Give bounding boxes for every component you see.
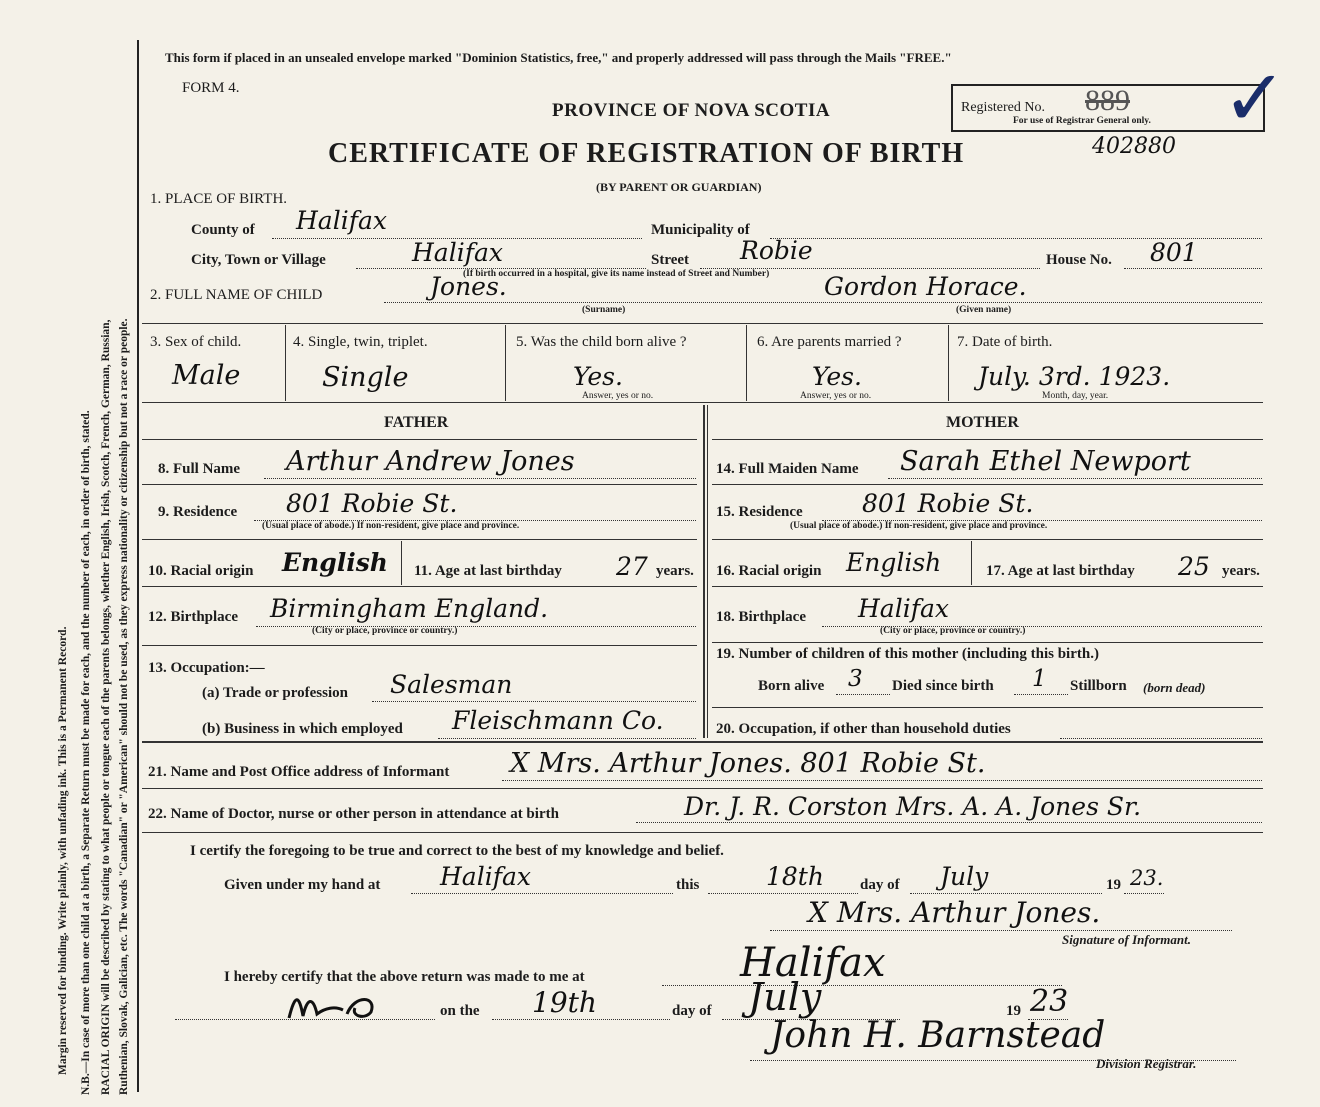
informant-value: X Mrs. Arthur Jones. 801 Robie St. <box>510 748 986 779</box>
dob-caption: Month, day, year. <box>1042 391 1109 401</box>
mother-residence-caption: (Usual place of abode.) If non-resident, give place and province. <box>790 521 1048 531</box>
stillborn-label: Stillborn <box>1070 678 1127 694</box>
street-value: Robie <box>740 236 813 265</box>
child-surname-value: Jones. <box>430 272 507 301</box>
dob-label: 7. Date of birth. <box>957 334 1053 350</box>
mother-birthplace-label: 18. Birthplace <box>716 609 806 625</box>
sex-label: 3. Sex of child. <box>150 334 242 350</box>
registrar-signature: John H. Barnstead <box>770 1015 1106 1056</box>
binding-border <box>137 40 139 1092</box>
certificate-title: CERTIFICATE OF REGISTRATION OF BIRTH <box>328 138 965 169</box>
born-alive-count-value: 3 <box>848 666 863 692</box>
hospital-note: (If birth occurred in a hospital, give its name instead of Street and Number) <box>463 269 770 279</box>
child-name-label: 2. FULL NAME OF CHILD <box>150 287 323 303</box>
certificate-subtitle: (BY PARENT OR GUARDIAN) <box>596 180 762 194</box>
city-label: City, Town or Village <box>191 252 326 268</box>
street-label: Street <box>651 252 690 268</box>
county-label: County of <box>191 222 255 238</box>
father-name-value: Arthur Andrew Jones <box>286 446 575 477</box>
mother-name-value: Sarah Ethel Newport <box>900 446 1191 477</box>
father-name-label: 8. Full Name <box>158 461 241 477</box>
house-number-value: 801 <box>1150 238 1198 267</box>
given-day-of-label: day of <box>860 877 900 893</box>
postal-notice: This form if placed in an unsealed envelope marked "Dominion Statistics, free," and properly addressed will pass through the Mails "FREE." <box>165 50 952 65</box>
married-caption: Answer, yes or no. <box>800 391 872 401</box>
born-alive-label: 5. Was the child born alive ? <box>516 334 687 350</box>
father-birthplace-label: 12. Birthplace <box>148 609 238 625</box>
father-residence-label: 9. Residence <box>158 504 238 520</box>
father-age-label: 11. Age at last birthday <box>414 563 562 579</box>
registrar-month-value: July <box>748 975 822 1019</box>
municipality-label: Municipality of <box>651 222 750 238</box>
doctor-label: 22. Name of Doctor, nurse or other person in attendance at birth <box>148 806 559 822</box>
born-alive-value: Yes. <box>573 362 623 391</box>
registrar-place-value: Halifax <box>740 940 886 986</box>
house-number-label: House No. <box>1046 252 1112 268</box>
mother-race-label: 16. Racial origin <box>716 563 822 579</box>
father-heading: FATHER <box>384 414 449 431</box>
mother-birthplace-value: Halifax <box>858 594 949 623</box>
father-race-label: 10. Racial origin <box>148 563 254 579</box>
surname-caption: (Surname) <box>582 305 626 315</box>
given-this-label: this <box>676 877 700 893</box>
registrar-day-of-label: day of <box>672 1003 712 1019</box>
married-label: 6. Are parents married ? <box>757 334 902 350</box>
doctor-value: Dr. J. R. Corston Mrs. A. A. Jones Sr. <box>684 792 1142 821</box>
certification-statement: I certify the foregoing to be true and correct to the best of my knowledge and belief. <box>190 843 724 859</box>
given-year-value: 23. <box>1130 866 1164 890</box>
registrar-year-prefix: 19 <box>1006 1003 1021 1019</box>
registration-box <box>951 84 1265 132</box>
city-value: Halifax <box>412 238 503 267</box>
mother-age-value: 25 <box>1178 552 1210 581</box>
plurality-value: Single <box>322 362 409 393</box>
mother-residence-value: 801 Robie St. <box>862 489 1034 518</box>
margin-note-1: Margin reserved for binding. Write plainly, with unfading ink. This is a Permanent Record. <box>57 626 69 1075</box>
registrar-signature-caption: Division Registrar. <box>1096 1056 1197 1071</box>
given-year-prefix: 19 <box>1106 877 1121 893</box>
informant-signature-caption: Signature of Informant. <box>1062 932 1191 947</box>
father-trade-value: Salesman <box>390 670 513 699</box>
place-of-birth-heading: 1. PLACE OF BIRTH. <box>150 191 288 207</box>
given-day-value: 18th <box>766 862 824 891</box>
mother-age-label: 17. Age at last birthday <box>986 563 1135 579</box>
died-count-value: 1 <box>1032 666 1047 692</box>
sex-value: Male <box>172 360 241 391</box>
registrar-year-value: 23 <box>1030 984 1069 1019</box>
mother-occupation-label: 20. Occupation, if other than household duties <box>716 721 1011 737</box>
form-number: FORM 4. <box>182 80 240 96</box>
county-value: Halifax <box>296 206 387 235</box>
margin-note-4: Ruthenian, Slovak, Galician, etc. The words "Canadian" or "American" should not be used, as they express nationality or citizenship but not a race or people. <box>118 318 130 1095</box>
father-residence-caption: (Usual place of abode.) If non-resident, give place and province. <box>262 521 520 531</box>
registration-number: 889 <box>1085 84 1130 117</box>
father-race-value: English <box>282 548 388 577</box>
died-count-label: Died since birth <box>892 678 994 694</box>
born-alive-count-label: Born alive <box>758 678 825 694</box>
registration-label: Registered No. <box>961 100 1045 115</box>
mother-birthplace-caption: (City or place, province or country.) <box>880 626 1026 636</box>
father-business-value: Fleischmann Co. <box>452 706 664 735</box>
margin-note-2: N.B.—In case of more than one child at a birth, a Separate Return must be made for each, and the number of each, in order of birth, stated. <box>80 410 92 1095</box>
born-alive-caption: Answer, yes or no. <box>582 391 654 401</box>
father-birthplace-caption: (City or place, province or country.) <box>312 626 458 636</box>
mother-race-value: English <box>846 548 942 577</box>
given-place-value: Halifax <box>440 862 531 891</box>
father-residence-value: 801 Robie St. <box>286 489 458 518</box>
given-month-value: July <box>940 862 989 891</box>
mother-residence-label: 15. Residence <box>716 504 803 520</box>
mother-name-label: 14. Full Maiden Name <box>716 461 859 477</box>
father-occupation-label: 13. Occupation:— <box>148 660 265 676</box>
father-birthplace-value: Birmingham England. <box>270 594 549 623</box>
plurality-label: 4. Single, twin, triplet. <box>293 334 428 350</box>
margin-note-3: RACIAL ORIGIN will be described by stating to what people or tongue each of the parents belongs, whether English, Irish, Scotch, French, German, Russian, <box>100 319 112 1095</box>
registrar-day-value: 19th <box>532 986 597 1019</box>
handwritten-number: 402880 <box>1092 134 1176 159</box>
province-title: PROVINCE OF NOVA SCOTIA <box>552 100 831 121</box>
registrar-statement: I hereby certify that the above return was made to me at <box>224 969 585 985</box>
informant-label: 21. Name and Post Office address of Informant <box>148 764 450 780</box>
given-under-label: Given under my hand at <box>224 877 381 893</box>
given-name-caption: (Given name) <box>956 305 1012 315</box>
father-trade-label: (a) Trade or profession <box>202 685 348 701</box>
dob-value: July. 3rd. 1923. <box>978 362 1171 391</box>
father-business-label: (b) Business in which employed <box>202 721 403 737</box>
mother-heading: MOTHER <box>946 414 1019 431</box>
registrar-on-the-label: on the <box>440 1003 480 1019</box>
child-given-name-value: Gordon Horace. <box>824 272 1027 301</box>
check-mark: ✓ <box>1222 54 1288 144</box>
stillborn-note: (born dead) <box>1143 680 1206 695</box>
informant-signature: X Mrs. Arthur Jones. <box>808 896 1101 929</box>
mother-age-unit: years. <box>1222 563 1260 579</box>
father-age-value: 27 <box>616 552 648 581</box>
father-age-unit: years. <box>656 563 694 579</box>
mother-children-label: 19. Number of children of this mother (including this birth.) <box>716 646 1099 662</box>
registration-note: For use of Registrar General only. <box>1013 116 1151 126</box>
married-value: Yes. <box>812 362 862 391</box>
